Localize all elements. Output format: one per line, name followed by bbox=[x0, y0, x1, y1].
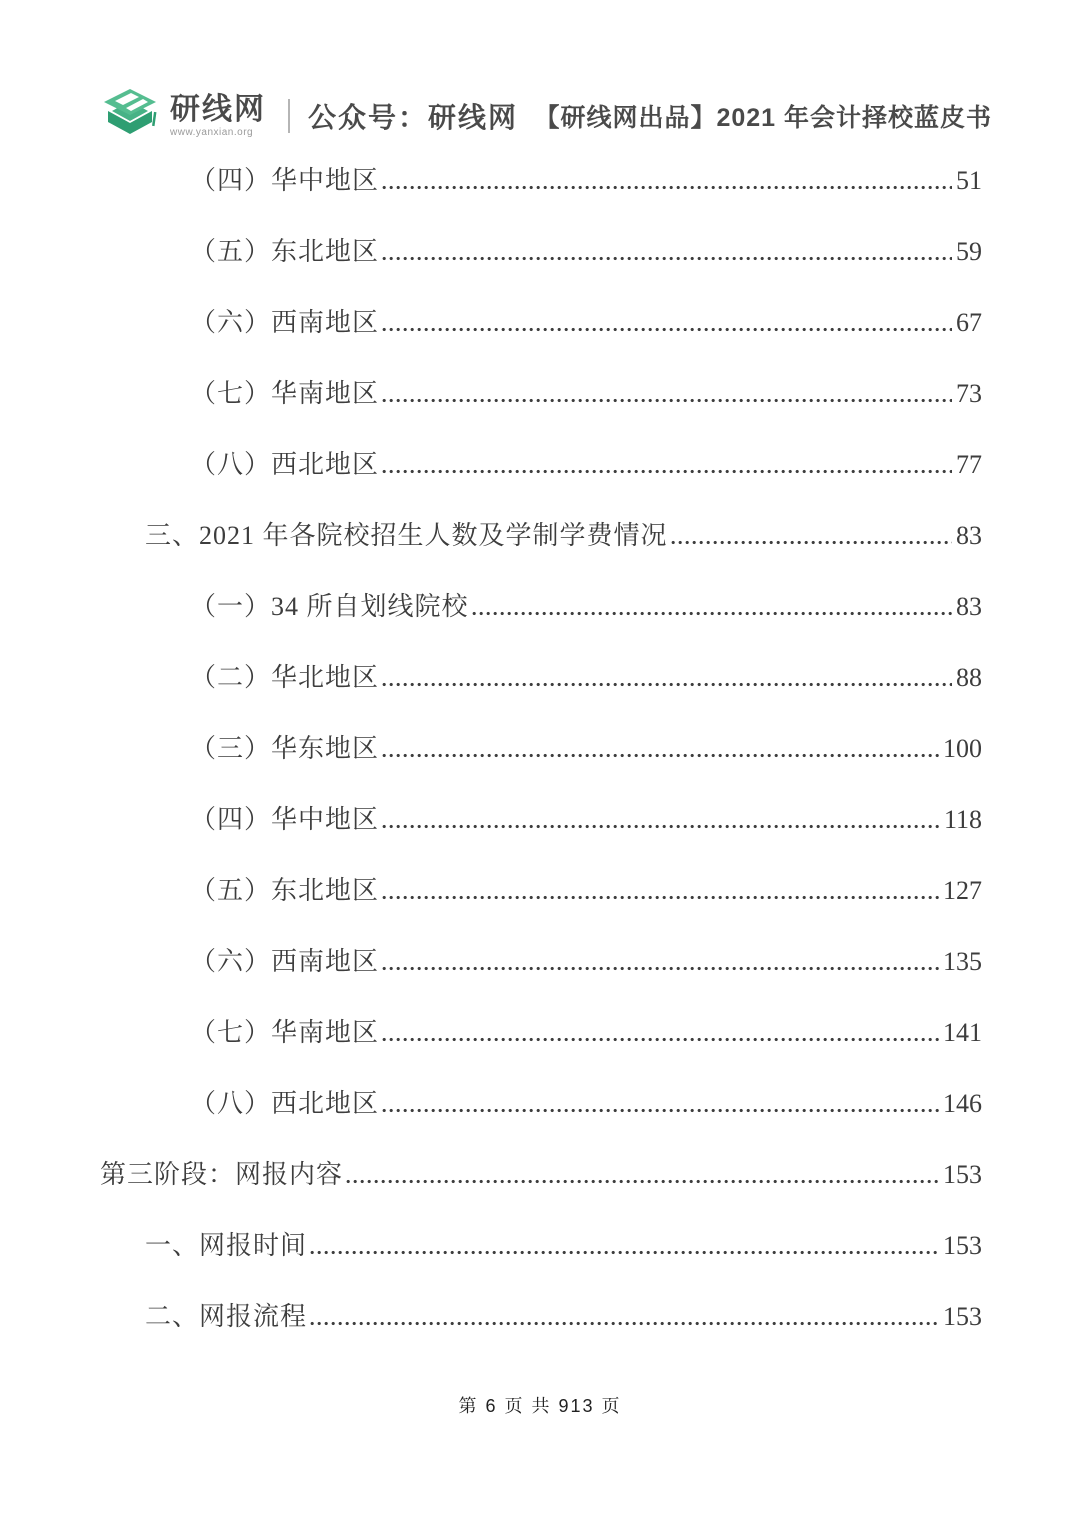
header-separator bbox=[288, 99, 290, 133]
toc-entry-label: （五）东北地区 bbox=[190, 237, 380, 266]
toc-leader-dots bbox=[382, 255, 952, 262]
toc-entry-page: 77 bbox=[956, 450, 982, 479]
toc-entry-label: （一）34 所自划线院校 bbox=[190, 592, 469, 621]
toc-leader-dots bbox=[382, 823, 940, 830]
toc-entry-label: （二）华北地区 bbox=[190, 663, 380, 692]
toc-entry-label: （四）华中地区 bbox=[190, 805, 380, 834]
toc-entry-label: （五）东北地区 bbox=[190, 876, 380, 905]
toc-entry[interactable] bbox=[100, 1018, 982, 1047]
toc-entry-label: 二、网报流程 bbox=[145, 1302, 308, 1331]
table-of-contents bbox=[100, 166, 982, 1373]
toc-entry[interactable] bbox=[100, 947, 982, 976]
toc-entry[interactable] bbox=[100, 521, 982, 550]
toc-entry[interactable] bbox=[100, 876, 982, 905]
toc-entry[interactable] bbox=[100, 166, 982, 195]
toc-entry-label: （八）西北地区 bbox=[190, 1089, 380, 1118]
toc-entry-page: 100 bbox=[943, 734, 982, 763]
toc-leader-dots bbox=[382, 1107, 939, 1114]
toc-entry-label: （三）华东地区 bbox=[190, 734, 380, 763]
toc-entry-page: 153 bbox=[943, 1231, 982, 1260]
toc-leader-dots bbox=[382, 468, 952, 475]
toc-leader-dots bbox=[382, 326, 952, 333]
brand-lockup bbox=[100, 86, 518, 146]
toc-entry-page: 67 bbox=[956, 308, 982, 337]
toc-entry-page: 73 bbox=[956, 379, 982, 408]
brand-url: www.yanxian.org bbox=[170, 127, 254, 138]
toc-entry[interactable] bbox=[100, 663, 982, 692]
toc-entry-page: 146 bbox=[943, 1089, 982, 1118]
toc-entry-label: （七）华南地区 bbox=[190, 1018, 380, 1047]
toc-entry-page: 153 bbox=[943, 1160, 982, 1189]
toc-entry-label: （七）华南地区 bbox=[190, 379, 380, 408]
toc-leader-dots bbox=[382, 397, 952, 404]
toc-entry[interactable] bbox=[100, 1089, 982, 1118]
toc-leader-dots bbox=[382, 681, 952, 688]
toc-entry[interactable] bbox=[100, 734, 982, 763]
document-title: 【研线网出品】2021 年会计择校蓝皮书 bbox=[534, 104, 992, 132]
toc-entry-page: 118 bbox=[943, 805, 982, 834]
toc-entry-page: 135 bbox=[943, 947, 982, 976]
toc-leader-dots bbox=[382, 752, 939, 759]
toc-entry[interactable] bbox=[100, 1231, 982, 1260]
toc-leader-dots bbox=[382, 965, 939, 972]
toc-entry-page: 51 bbox=[956, 166, 982, 195]
toc-entry-label: 第三阶段：网报内容 bbox=[100, 1160, 344, 1189]
toc-entry-label: （六）西南地区 bbox=[190, 947, 380, 976]
toc-entry[interactable] bbox=[100, 308, 982, 337]
toc-leader-dots bbox=[382, 184, 952, 191]
toc-entry[interactable] bbox=[100, 450, 982, 479]
page-footer: 第 6 页 共 913 页 bbox=[458, 1396, 622, 1416]
brand-name: 研线网 bbox=[170, 93, 266, 126]
toc-entry[interactable] bbox=[100, 1160, 982, 1189]
toc-leader-dots bbox=[346, 1178, 939, 1185]
toc-leader-dots bbox=[310, 1249, 939, 1256]
toc-entry-label: 一、网报时间 bbox=[145, 1231, 308, 1260]
toc-entry[interactable] bbox=[100, 379, 982, 408]
toc-entry-page: 127 bbox=[943, 876, 982, 905]
toc-leader-dots bbox=[310, 1320, 939, 1327]
brand-text bbox=[170, 94, 266, 138]
toc-entry-label: 三、2021 年各院校招生人数及学制学费情况 bbox=[145, 521, 668, 550]
toc-entry-page: 153 bbox=[943, 1302, 982, 1331]
toc-entry[interactable] bbox=[100, 237, 982, 266]
toc-leader-dots bbox=[472, 610, 952, 617]
toc-entry-page: 83 bbox=[956, 521, 982, 550]
toc-entry-label: （八）西北地区 bbox=[190, 450, 380, 479]
yanxian-logo-icon bbox=[100, 86, 160, 146]
toc-entry[interactable] bbox=[100, 592, 982, 621]
toc-entry-page: 59 bbox=[956, 237, 982, 266]
toc-entry[interactable] bbox=[100, 1302, 982, 1331]
toc-leader-dots bbox=[382, 894, 939, 901]
toc-entry-page: 141 bbox=[943, 1018, 982, 1047]
toc-leader-dots bbox=[671, 539, 952, 546]
brand-account-label: 公众号：研线网 bbox=[308, 102, 519, 133]
page-header bbox=[100, 86, 992, 146]
toc-leader-dots bbox=[382, 1036, 939, 1043]
toc-entry[interactable] bbox=[100, 805, 982, 834]
toc-entry-page: 83 bbox=[956, 592, 982, 621]
toc-entry-label: （六）西南地区 bbox=[190, 308, 380, 337]
toc-entry-page: 88 bbox=[956, 663, 982, 692]
toc-entry-label: （四）华中地区 bbox=[190, 166, 380, 195]
